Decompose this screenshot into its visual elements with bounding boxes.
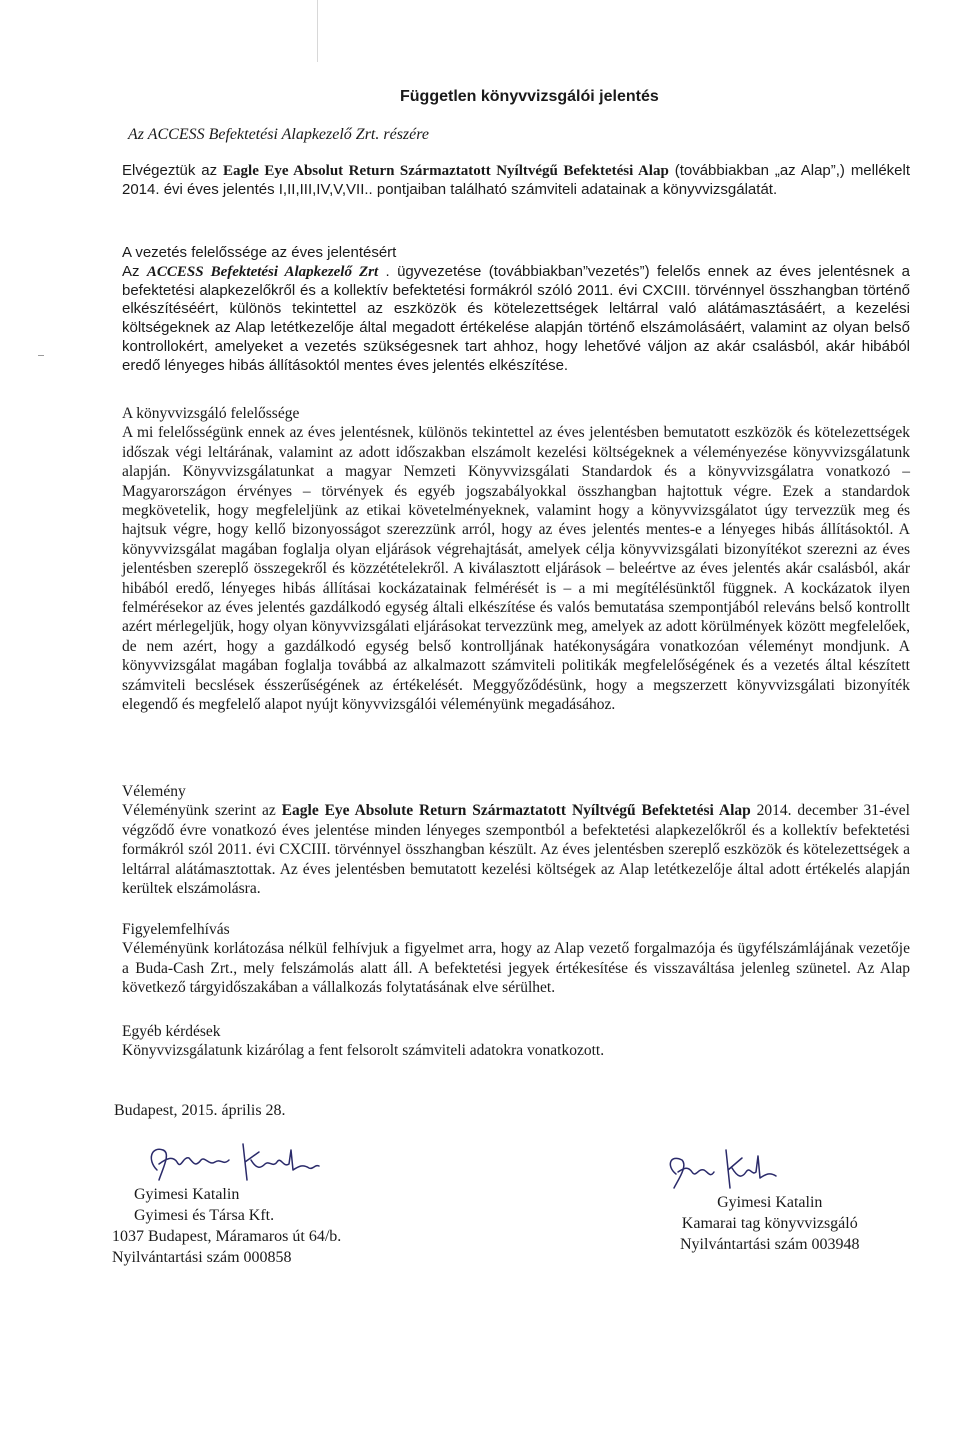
- management-heading: A vezetés felelőssége az éves jelentésért: [122, 244, 397, 261]
- auditor-right-registration: Nyilvántartási szám 003948: [680, 1236, 860, 1253]
- opinion-section: [122, 782, 910, 898]
- management-text: . ügyvezetése (továbbiakban”vezetés”) felelős ennek az éves jelentésnek a befektetési alapkezelőkről és a kollektív befektetési formákról szóló 2011. évi CXCIII. törvénnyel összhangban történő elkészítéséért, különös tekintettel az eszközök és kötelezettségek leltárral való alátámasztásáért, a kezelési költségeknek az Alap letétkezelője által megadott értékelése alapján történő elszámolásáért, valamint az olyan belső kontrollokért, amelyeket a vezetés szükségesnek tart ahhoz, hogy lehetővé váljon az akár csalásból, akár hibából eredő lényeges hibás állításoktól mentes éves jelentés elkészítése.: [122, 262, 910, 374]
- auditor-left-firm: Gyimesi és Társa Kft.: [134, 1207, 275, 1224]
- intro-text-before: Elvégeztük az: [122, 162, 224, 179]
- intro-paragraph: [122, 162, 910, 200]
- opinion-fund-name: Eagle Eye Absolute Return Származtatott Nyíltvégű Befektetési Alap: [281, 802, 751, 820]
- emphasis-section: [122, 920, 910, 998]
- management-text-prefix: Az: [122, 262, 147, 280]
- auditor-block-left: [112, 1184, 341, 1268]
- opinion-text-before: Véleményünk szerint az: [122, 802, 282, 820]
- punch-mark: [38, 355, 44, 356]
- auditor-left-address: 1037 Budapest, Máramaros út 64/b.: [112, 1228, 342, 1245]
- management-company: ACCESS Befektetési Alapkezelő Zrt: [146, 263, 379, 280]
- management-responsibility-section: [122, 244, 910, 376]
- recipient-line: Az ACCESS Befektetési Alapkezelő Zrt. részére: [128, 126, 429, 143]
- scan-mark: [317, 0, 318, 62]
- auditor-left-registration: Nyilvántartási szám 000858: [112, 1249, 292, 1266]
- report-title: Független könyvvizsgálói jelentés: [400, 88, 659, 105]
- auditor-responsibility-section: [122, 404, 910, 715]
- emphasis-text: Véleményünk korlátozása nélkül felhívjuk a figyelmet arra, hogy az Alap vezető forgalmazója és ügyfélszámlájának vezetője a Buda-Cash Zrt., mely felszámolás alatt áll. A befektetési jegyek értékesítése és visszaváltása jelenleg szünetel. Az Alap következő tárgyidőszakában a vállalkozás folytatásának elve sérülhet.: [122, 940, 910, 997]
- auditor-text: A mi felelősségünk ennek az éves jelentésnek, különös tekintettel az éves jelentésben bemutatott eszközök és kötelezettségek időszak végi leltárának, valamint az adott időszakban elszámolt kezelési költségeknek a véleményezése könyvvizsgálatunk alapján. Könyvvizsgálatunkat a magyar Nemzeti Könyvvizsgálati Standardok és a könyvvizsgálatra vonatkozó – Magyarországon érvényes – törvények és egyéb jogszabályokkal összhangban hajtottuk végre. Ezek a standardok megkövetelik, hogy megfeleljünk az etikai követelményeknek, valamint hogy a könyvvizsgálatot úgy tervezzük meg és hajtsuk végre, hogy kellő bizonyosságot szerezzünk arról, hogy az éves jelentés mentes-e a lényeges hibás állításoktól. A könyvvizsgálat magában foglalja olyan eljárások végrehajtását, amelyek célja könyvvizsgálati bizonyítékot szerezni az éves jelentésben szereplő összegekről és közzétételekről. A kiválasztott eljárások – beleértve az éves jelentés akár csalásból, akár hibából eredő, lényeges hibás állításai kockázatainak felmérését is – a mi megítélésünktől függnek. A kockázatok ilyen felmérésekor az éves jelentés gazdálkodó egység általi elkészítése és valós bemutatása szempontjából releváns belső kontrollt azért mérlegeljük, hogy olyan könyvvizsgálati eljárásokat tervezzünk meg, amelyek az adott körülmények között megfelelőek, de nem azért, hogy a gazdálkodó egység belső kontrolljának hatékonyságára vonatkozóan véleményt mondjunk. A könyvvizsgálat magában foglalja továbbá az alkalmazott számviteli politikák megfelelőségének és a vezetés által készített számviteli becslések ésszerűségének az értékelését. Meggyőződésünk, hogy a megszerzett könyvvizsgálati bizonyíték elegendő és megfelelő alapot nyújt könyvvizsgálói véleményünk megadásához.: [122, 424, 910, 714]
- other-matters-section: [122, 1022, 910, 1061]
- auditor-right-role: Kamarai tag könyvvizsgáló: [681, 1215, 858, 1232]
- other-text: Könyvvizsgálatunk kizárólag a fent felsorolt számviteli adatokra vonatkozott.: [122, 1042, 605, 1060]
- intro-fund-name: Eagle Eye Absolut Return Származtatott Nyíltvégű Befektetési Alap: [223, 163, 669, 179]
- other-heading: Egyéb kérdések: [122, 1023, 221, 1040]
- auditor-heading: A könyvvizsgáló felelőssége: [122, 405, 300, 422]
- opinion-text-after: 2014. december 31-ével végződő évre vonatkozó éves jelentése minden lényeges szempontból a befektetési alapkezelőkről és a kollektív befektetési formákról szól 2011. évi CXCIII. törvénnyel összhangban készült. Az éves jelentésben szereplő eszközök és kötelezettségek a leltárral alátámasztottak. Az éves jelentésben bemutatott kezelési költségek az Alap letétkezelője által adott értékelés alapján kerültek elszámolásra.: [122, 802, 910, 898]
- emphasis-heading: Figyelemfelhívás: [122, 921, 230, 938]
- auditor-right-name: Gyimesi Katalin: [717, 1194, 823, 1211]
- signature-right: [660, 1148, 790, 1194]
- signature-left: [143, 1140, 333, 1186]
- opinion-heading: Vélemény: [122, 783, 186, 800]
- auditor-left-name: Gyimesi Katalin: [134, 1186, 240, 1203]
- auditor-block-right: [680, 1192, 860, 1255]
- place-date: Budapest, 2015. április 28.: [114, 1102, 286, 1119]
- intro-text-after: (továbbiakban „az Alap”,) mellékelt 2014. évi éves jelentés I,II,III,IV,V,VII.. pontjaiban található számviteli adatainak a könyvvizsgálatát.: [122, 162, 911, 198]
